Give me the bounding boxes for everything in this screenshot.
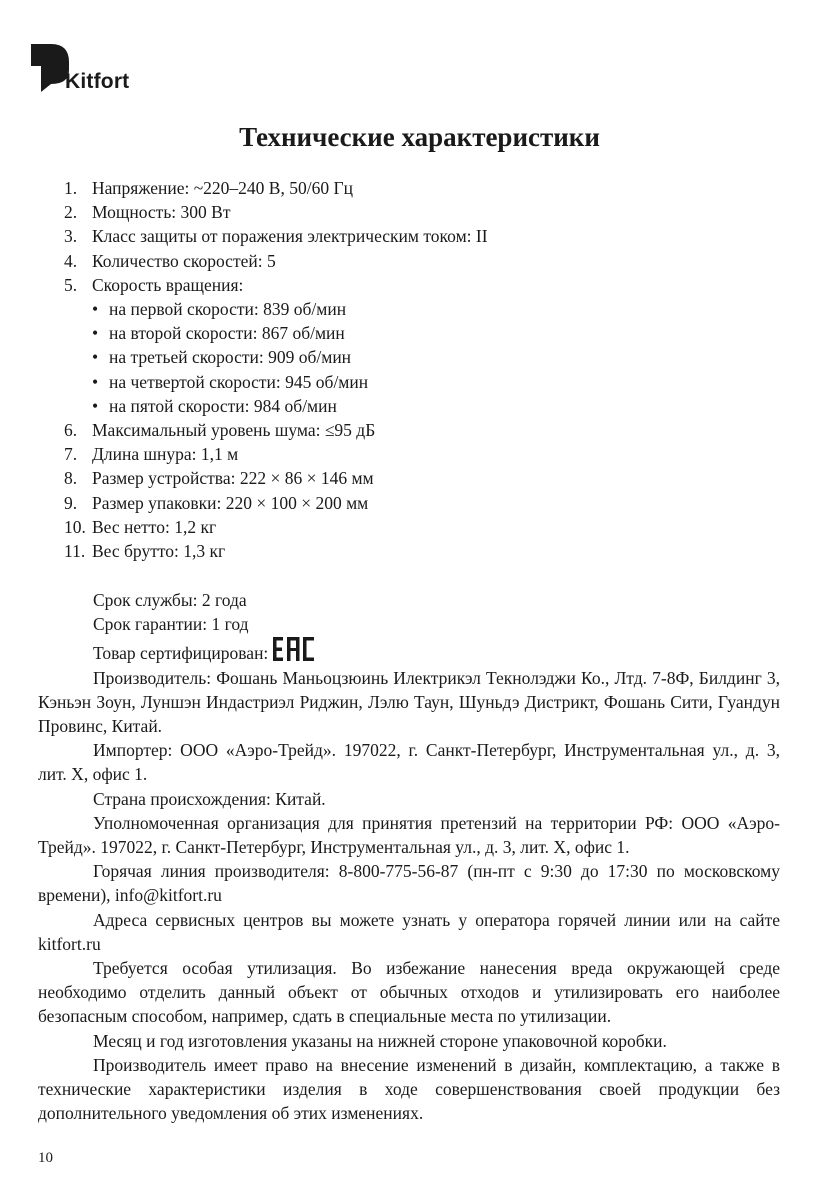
spec-item: 4. Количество скоростей: 5	[64, 250, 276, 271]
speed-item: • на четвертой скорости: 945 об/мин	[92, 371, 369, 392]
service-centers: Адреса сервисных центров вы можете узнать у оператора горячей линии или на сайте kitfort.ru	[38, 909, 780, 954]
kitfort-logo-icon	[31, 44, 69, 92]
spec-item: 3. Класс защиты от поражения электрическим током: II	[64, 226, 488, 247]
spec-item: 11. Вес брутто: 1,3 кг	[64, 541, 226, 562]
certification: Товар сертифицирован:	[38, 636, 780, 665]
speed-item: • на пятой скорости: 984 об/мин	[92, 395, 337, 416]
spec-item: 2. Мощность: 300 Вт	[64, 202, 231, 223]
spec-list	[64, 176, 804, 563]
importer: Импортер: ООО «Аэро-Трейд». 197022, г. Санкт-Петербург, Инструментальная ул., д. 3, лит. Х, офис 1.	[38, 740, 780, 785]
spec-item: 5. Скорость вращения:	[64, 274, 244, 295]
disposal-note: Требуется особая утилизация. Во избежание нанесения вреда окружающей среде необходимо отделить данный объект от обычных отходов и утилизировать его наиболее безопасным способом, например, сдать в специальные места по утилизации.	[38, 958, 780, 1027]
brand-logo	[31, 44, 141, 96]
spec-item: 6. Максимальный уровень шума: ≤95 дБ	[64, 420, 376, 441]
authorized-organization: Уполномоченная организация для принятия претензий на территории РФ: ООО «Аэро-Трейд». 197022, г. Санкт-Петербург, Инструментальная ул., д. 3, лит. Х, офис 1.	[38, 812, 780, 858]
speed-item: • на третьей скорости: 909 об/мин	[92, 347, 352, 368]
spec-item: 8. Размер устройства: 222 × 86 × 146 мм	[64, 468, 374, 489]
eac-mark-icon	[272, 636, 316, 662]
manufacture-date-note: Месяц и год изготовления указаны на нижней стороне упаковочной коробки.	[93, 1030, 667, 1051]
changes-note: Производитель имеет право на внесение изменений в дизайн, комплектацию, а также в технические характеристики изделия в ходе совершенствования своей продукции без дополнительного уведомления об этих изменениях.	[38, 1054, 780, 1124]
warranty: Срок гарантии: 1 год	[93, 614, 249, 635]
speed-item: • на второй скорости: 867 об/мин	[92, 323, 345, 344]
spec-item: 1. Напряжение: ~220–240 В, 50/60 Гц	[64, 178, 353, 198]
speed-item: • на первой скорости: 839 об/мин	[92, 299, 347, 320]
service-life: Срок службы: 2 года	[93, 590, 247, 610]
hotline: Горячая линия производителя: 8-800-775-56-87 (пн-пт с 9:30 до 17:30 по московскому времени), info@kitfort.ru	[38, 861, 780, 906]
page-number: 10	[38, 1150, 53, 1166]
country-of-origin: Страна происхождения: Китай.	[93, 788, 326, 809]
spec-item: 10. Вес нетто: 1,2 кг	[64, 516, 217, 537]
spec-item: 7. Длина шнура: 1,1 м	[64, 444, 239, 465]
page-title: Технические характеристики	[239, 122, 600, 152]
info-block	[38, 588, 780, 1125]
brand-name: Kitfort	[65, 70, 130, 93]
spec-item: 9. Размер упаковки: 220 × 100 × 200 мм	[64, 492, 369, 513]
manufacturer: Производитель: Фошань Маньоцзюинь Илектрикэл Текнолэджи Ко., Лтд. 7-8Ф, Билдинг 3, Кэньэн Зоун, Луншэн Индастриэл Риджин, Лэлю Таун, Шуньдэ Дистрикт, Фошань Сити, Гуандун Провинс, Китай.	[38, 667, 780, 737]
